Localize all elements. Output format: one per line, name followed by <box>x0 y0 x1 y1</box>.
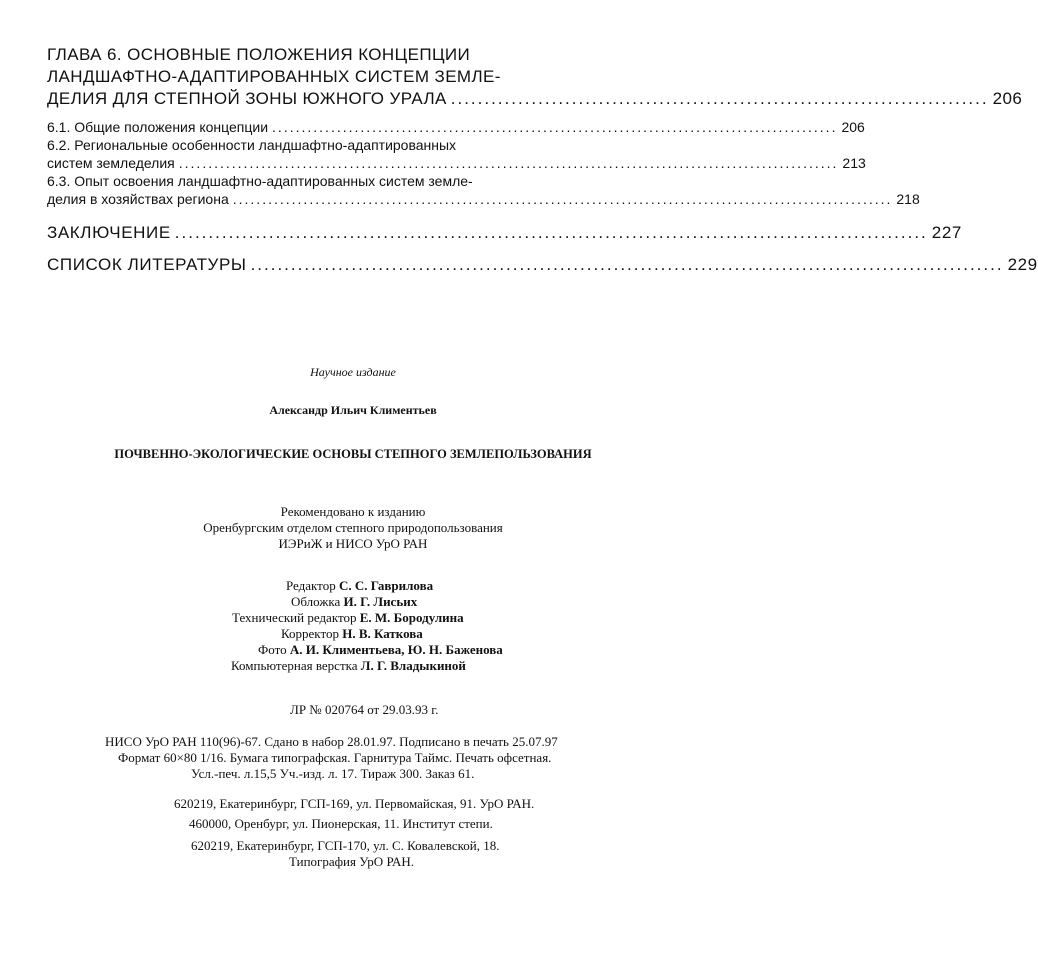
toc-entry-text: ЗАКЛЮЧЕНИЕ <box>47 223 171 242</box>
credit-proofreader <box>281 626 423 642</box>
credit-name: Л. Г. Владыкиной <box>360 658 466 673</box>
dot-leader: ................................................................................................................ <box>250 255 1004 274</box>
credit-name: С. С. Гаврилова <box>338 578 434 593</box>
recommendation-line: Оренбургским отделом степного природопользования <box>203 520 503 535</box>
print-details-line: НИСО УрО РАН 110(96)-67. Сдано в набор 28.01.97. Подписано в печать 25.07.97 <box>105 734 558 749</box>
credit-name: Н. В. Каткова <box>342 626 423 641</box>
credit-tech-editor <box>232 610 464 626</box>
print-details-line: Формат 60×80 1/16. Бумага типографская. Гарнитура Таймс. Печать офсетная. <box>118 750 552 765</box>
printer-address: 620219, Екатеринбург, ГСП-170, ул. С. Ковалевской, 18. <box>191 838 500 853</box>
toc-page-number: 229 <box>1007 255 1038 274</box>
toc-entry-text: делия в хозяйствах региона <box>47 191 229 207</box>
toc-entry-text: ГЛАВА 6. ОСНОВНЫЕ ПОЛОЖЕНИЯ КОНЦЕПЦИИ <box>47 45 471 64</box>
table-of-contents <box>47 44 1038 276</box>
toc-entry-text: 6.1. Общие положения концепции <box>47 119 269 135</box>
toc-entry-chapter-6 <box>47 44 1023 110</box>
credit-cover <box>291 594 417 610</box>
dot-leader: ................................................................................................................ <box>178 155 839 171</box>
toc-entry-section-6-3 <box>47 172 920 208</box>
edition-type: Научное издание <box>310 365 396 379</box>
credit-name: Е. М. Бородулина <box>359 610 464 625</box>
toc-entry-text: 6.2. Региональные особенности ландшафтно-адаптированных <box>47 137 457 153</box>
toc-page-number: 206 <box>841 119 865 135</box>
license-number: ЛР № 020764 от 29.03.93 г. <box>290 702 439 717</box>
credit-layout <box>231 658 466 674</box>
credit-role: Редактор <box>286 578 336 593</box>
recommendation-line: ИЭРиЖ и НИСО УрО РАН <box>278 536 428 551</box>
toc-entry-text: ЛАНДШАФТНО-АДАПТИРОВАННЫХ СИСТЕМ ЗЕМЛЕ- <box>47 67 501 86</box>
toc-entry-text: 6.3. Опыт освоения ландшафтно-адаптированных систем земле- <box>47 173 473 189</box>
toc-page-number: 227 <box>931 223 962 242</box>
dot-leader: ................................................................................................ <box>272 119 838 135</box>
book-title: ПОЧВЕННО-ЭКОЛОГИЧЕСКИЕ ОСНОВЫ СТЕПНОГО ЗЕМЛЕПОЛЬЗОВАНИЯ <box>114 447 592 461</box>
print-details-line: Усл.-печ. л.15,5 Уч.-изд. л. 17. Тираж 300. Заказ 61. <box>191 766 475 781</box>
printer-name: Типография УрО РАН. <box>289 854 415 869</box>
credit-role: Обложка <box>291 594 341 609</box>
credit-role: Фото <box>258 642 287 657</box>
toc-entry-references <box>47 254 1038 276</box>
publisher-address: 620219, Екатеринбург, ГСП-169, ул. Первомайская, 91. УрО РАН. <box>174 796 535 811</box>
credit-role: Технический редактор <box>232 610 357 625</box>
author-name: Александр Ильич Климентьев <box>269 403 437 417</box>
credit-role: Компьютерная верстка <box>231 658 358 673</box>
toc-entry-text: систем земледелия <box>47 155 175 171</box>
toc-entry-text: СПИСОК ЛИТЕРАТУРЫ <box>47 255 247 274</box>
toc-entry-text: ДЕЛИЯ ДЛЯ СТЕПНОЙ ЗОНЫ ЮЖНОГО УРАЛА <box>47 89 447 108</box>
toc-page-number: 206 <box>992 89 1023 108</box>
credit-name: А. И. Климентьева, Ю. Н. Баженова <box>289 642 503 657</box>
toc-entry-section-6-2 <box>47 136 866 172</box>
credit-name: И. Г. Лисьих <box>343 594 418 609</box>
credit-editor <box>286 578 433 594</box>
dot-leader: ................................................................................................................ <box>174 223 928 242</box>
credit-photo <box>258 642 503 658</box>
toc-page-number: 213 <box>842 155 866 171</box>
credit-role: Корректор <box>281 626 339 641</box>
toc-entry-conclusion <box>47 222 962 244</box>
institute-address: 460000, Оренбург, ул. Пионерская, 11. Институт степи. <box>189 816 493 831</box>
toc-page-number: 218 <box>896 191 920 207</box>
recommendation-line: Рекомендовано к изданию <box>280 504 426 519</box>
toc-entry-section-6-1 <box>47 118 865 136</box>
dot-leader: ................................................................................ <box>450 89 989 108</box>
dot-leader: ................................................................................................................ <box>232 191 893 207</box>
